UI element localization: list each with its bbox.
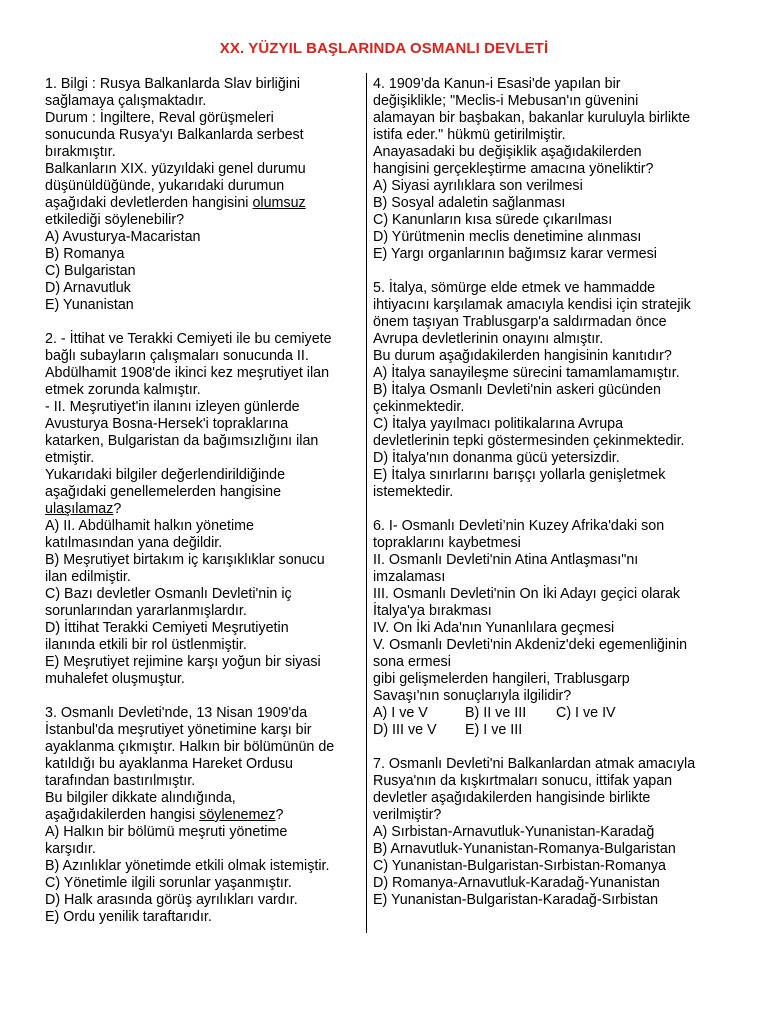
question-text-line: önem taşıyan Trablusgarp'a saldırmadan önce bbox=[373, 314, 667, 330]
option-b: B) Sosyal adaletin sağlanması bbox=[373, 195, 566, 211]
question-text-line: tarafından bastırılmıştır. bbox=[45, 773, 196, 789]
question-1 bbox=[45, 76, 365, 314]
question-text-line: topraklarını kaybetmesi bbox=[373, 535, 521, 551]
question-text-line: ayaklanma çıkmıştır. Halkın bir bölümünün de bbox=[45, 739, 335, 755]
option-a: A) II. Abdülhamit halkın yönetime bbox=[45, 518, 255, 534]
option-a-cont: katılmasından yana değildir. bbox=[45, 535, 223, 551]
option-b: B) Meşrutiyet birtakım iç karışıklıklar sonucu bbox=[45, 552, 325, 568]
question-4 bbox=[373, 76, 725, 263]
question-2 bbox=[45, 331, 365, 688]
options-row bbox=[373, 705, 725, 722]
question-text-line: Bu bilgiler dikkate alındığında, bbox=[45, 790, 236, 806]
question-text-line: IV. On İki Ada'nın Yunanlılara geçmesi bbox=[373, 620, 615, 636]
option-e: E) Ordu yenilik taraftarıdır. bbox=[45, 909, 212, 925]
option-a: A) İtalya sanayileşme sürecini tamamlamamıştır. bbox=[373, 365, 680, 381]
question-text-line: İtalya'ya bırakması bbox=[373, 603, 492, 619]
option-d: D) İttihat Terakki Cemiyeti Meşrutiyetin bbox=[45, 620, 289, 636]
option-d-cont: ilanında etkili bir rol üstlenmiştir. bbox=[45, 637, 247, 653]
question-text-line: düşünüldüğünde, yukarıdaki durumun bbox=[45, 178, 285, 194]
option-d: D) Romanya-Arnavutluk-Karadağ-Yunanistan bbox=[373, 875, 660, 891]
left-column bbox=[45, 76, 365, 943]
option-d: D) İtalya'nın donanma gücü yetersizdir. bbox=[373, 450, 620, 466]
question-text-line: Yukarıdaki bilgiler değerlendirildiğinde bbox=[45, 467, 286, 483]
question-5 bbox=[373, 280, 725, 501]
question-text-line: etmiştir. bbox=[45, 450, 95, 466]
right-column bbox=[373, 76, 725, 926]
options-row bbox=[373, 722, 725, 739]
option-b-cont: çekinmektedir. bbox=[373, 399, 465, 415]
option-c: C) Bazı devletler Osmanlı Devleti'nin iç bbox=[45, 586, 292, 602]
question-3 bbox=[45, 705, 365, 926]
question-text-line: Balkanların XIX. yüzyıldaki genel durumu bbox=[45, 161, 306, 177]
option-c-cont: devletlerinin tepki göstermesinden çekinmektedir. bbox=[373, 433, 685, 449]
option-c-cont: sorunlarından yararlanmışlardır. bbox=[45, 603, 247, 619]
question-text-line: Anayasadaki bu değişiklik aşağıdakilerden bbox=[373, 144, 642, 160]
option-e-cont: istemektedir. bbox=[373, 484, 454, 500]
question-stem-line bbox=[45, 807, 365, 824]
question-text-line: değişiklikle; "Meclis-i Mebusan'ın güvenini bbox=[373, 93, 639, 109]
question-text-line: III. Osmanlı Devleti'nin On İki Adayı geçici olarak bbox=[373, 586, 681, 602]
option-b-cont: ilan edilmiştir. bbox=[45, 569, 131, 585]
question-text-line: V. Osmanlı Devleti'nin Akdeniz'deki egemenliğinin bbox=[373, 637, 688, 653]
question-text-line: 6. I- Osmanlı Devleti’nin Kuzey Afrika'daki son bbox=[373, 518, 665, 534]
question-stem-line bbox=[45, 195, 365, 212]
question-text-line: Rusya'nın da kışkırtmaları sonucu, ittifak yapan bbox=[373, 773, 673, 789]
option-a-cont: karşıdır. bbox=[45, 841, 96, 857]
option-e: E) Yargı organlarının bağımsız karar vermesi bbox=[373, 246, 657, 262]
option-b: B) Azınlıklar yönetimde etkili olmak istemiştir. bbox=[45, 858, 330, 874]
option-c: C) I ve IV bbox=[556, 705, 616, 721]
question-text-line: gibi gelişmelerden hangileri, Trablusgarp bbox=[373, 671, 630, 687]
option-a: A) Sırbistan-Arnavutluk-Yunanistan-Karadağ bbox=[373, 824, 655, 840]
option-b: B) İtalya Osmanlı Devleti'nin askeri gücünden bbox=[373, 382, 662, 398]
question-text-line: 3. Osmanlı Devleti'nde, 13 Nisan 1909'da bbox=[45, 705, 308, 721]
option-d: D) Arnavutluk bbox=[45, 280, 131, 296]
stem-emphasis: ulaşılamaz bbox=[45, 501, 114, 517]
question-text-line: - II. Meşrutiyet'in ilanını izleyen günlerde bbox=[45, 399, 300, 415]
question-text-line: sağlamaya çalışmaktadır. bbox=[45, 93, 207, 109]
question-text-line: etmek zorunda kalmıştır. bbox=[45, 382, 201, 398]
option-e: E) Yunanistan-Bulgaristan-Karadağ-Sırbistan bbox=[373, 892, 659, 908]
option-c: C) Bulgaristan bbox=[45, 263, 136, 279]
question-text-line: 4. 1909’da Kanun-i Esasi'de yapılan bir bbox=[373, 76, 621, 92]
question-text-line: bağlı subayların çalışmaları sonucunda II. bbox=[45, 348, 309, 364]
option-d: D) Yürütmenin meclis denetimine alınması bbox=[373, 229, 642, 245]
option-c: C) İtalya yayılmacı politikalarına Avrupa bbox=[373, 416, 624, 432]
option-a: A) I ve V bbox=[373, 705, 428, 721]
question-text-line: ihtiyacını karşılamak amacıyla kendisi için stratejik bbox=[373, 297, 691, 313]
question-6 bbox=[373, 518, 725, 739]
question-text-line: verilmiştir? bbox=[373, 807, 442, 823]
option-b: B) II ve III bbox=[465, 705, 527, 721]
option-d: D) III ve V bbox=[373, 722, 437, 738]
question-text-line: Abdülhamit 1908'de ikinci kez meşrutiyet ilan bbox=[45, 365, 330, 381]
option-e: E) İtalya sınırlarını barışçı yollarla genişletmek bbox=[373, 467, 666, 483]
question-7 bbox=[373, 756, 725, 909]
option-e: E) Yunanistan bbox=[45, 297, 134, 313]
option-e-cont: muhalefet oluşmuştur. bbox=[45, 671, 185, 687]
option-a: A) Siyasi ayrılıklara son verilmesi bbox=[373, 178, 583, 194]
question-text-line: Avusturya Bosna-Hersek'i topraklarına bbox=[45, 416, 289, 432]
question-text-line: 1. Bilgi : Rusya Balkanlarda Slav birliğini bbox=[45, 76, 301, 92]
question-text-line: İstanbul'da meşrutiyet yönetimine karşı bir bbox=[45, 722, 312, 738]
question-text-line: hangisini gerçekleştirme amacına yöneliktir? bbox=[373, 161, 654, 177]
option-e: E) Meşrutiyet rejimine karşı yoğun bir siyasi bbox=[45, 654, 321, 670]
stem-text: aşağıdaki devletlerden hangisini bbox=[45, 195, 253, 211]
question-text-line: sonucunda Rusya'yı Balkanlarda serbest bbox=[45, 127, 304, 143]
question-text-line: 2. - İttihat ve Terakki Cemiyeti ile bu cemiyete bbox=[45, 331, 332, 347]
stem-emphasis: söylenemez bbox=[199, 807, 276, 823]
option-a: A) Avusturya-Macaristan bbox=[45, 229, 201, 245]
question-text-line: katıldığı bu ayaklanma Hareket Ordusu bbox=[45, 756, 293, 772]
question-text-line: Avrupa devletlerinin onayını almıştır. bbox=[373, 331, 604, 347]
page-title: XX. YÜZYIL BAŞLARINDA OSMANLI DEVLETİ bbox=[219, 40, 549, 57]
question-text-line: katarken, Bulgaristan da bağımsızlığını ilan bbox=[45, 433, 319, 449]
option-c: C) Kanunların kısa sürede çıkarılması bbox=[373, 212, 613, 228]
question-text-line: devletler aşağıdakilerden hangisinde birlikte bbox=[373, 790, 651, 806]
question-text-line: alamayan bir başbakan, bakanlar kuruluyla birlikte bbox=[373, 110, 691, 126]
stem-punct: ? bbox=[113, 501, 122, 517]
option-a: A) Halkın bir bölümü meşruti yönetime bbox=[45, 824, 288, 840]
question-text-line: sona ermesi bbox=[373, 654, 451, 670]
question-text-line: II. Osmanlı Devleti'nin Atina Antlaşması"nı bbox=[373, 552, 639, 568]
question-stem-line bbox=[45, 501, 365, 518]
option-e: E) I ve III bbox=[465, 722, 523, 738]
column-divider bbox=[366, 73, 367, 933]
question-text-line: imzalaması bbox=[373, 569, 446, 585]
question-text-line: aşağıdaki genellemelerden hangisine bbox=[45, 484, 282, 500]
question-text-line: bırakmıştır. bbox=[45, 144, 116, 160]
question-text-line: istifa eder." hükmü getirilmiştir. bbox=[373, 127, 566, 143]
option-b: B) Romanya bbox=[45, 246, 125, 262]
question-text-line: Savaşı'nın sonuçlarıyla ilgilidir? bbox=[373, 688, 572, 704]
question-text-line: Durum : İngiltere, Reval görüşmeleri bbox=[45, 110, 274, 126]
option-c: C) Yunanistan-Bulgaristan-Sırbistan-Romanya bbox=[373, 858, 666, 874]
option-c: C) Yönetimle ilgili sorunlar yaşanmıştır. bbox=[45, 875, 292, 891]
stem-emphasis: olumsuz bbox=[252, 195, 306, 211]
option-d: D) Halk arasında görüş ayrılıkları vardır. bbox=[45, 892, 298, 908]
option-b: B) Arnavutluk-Yunanistan-Romanya-Bulgaristan bbox=[373, 841, 676, 857]
question-stem-line: etkilediği söylenebilir? bbox=[45, 212, 185, 228]
question-text-line: 5. İtalya, sömürge elde etmek ve hammadde bbox=[373, 280, 656, 296]
stem-punct: ? bbox=[275, 807, 284, 823]
question-text-line: Bu durum aşağıdakilerden hangisinin kanıtıdır? bbox=[373, 348, 672, 364]
stem-text: aşağıdakilerden hangisi bbox=[45, 807, 200, 823]
question-text-line: 7. Osmanlı Devleti'ni Balkanlardan atmak amacıyla bbox=[373, 756, 696, 772]
